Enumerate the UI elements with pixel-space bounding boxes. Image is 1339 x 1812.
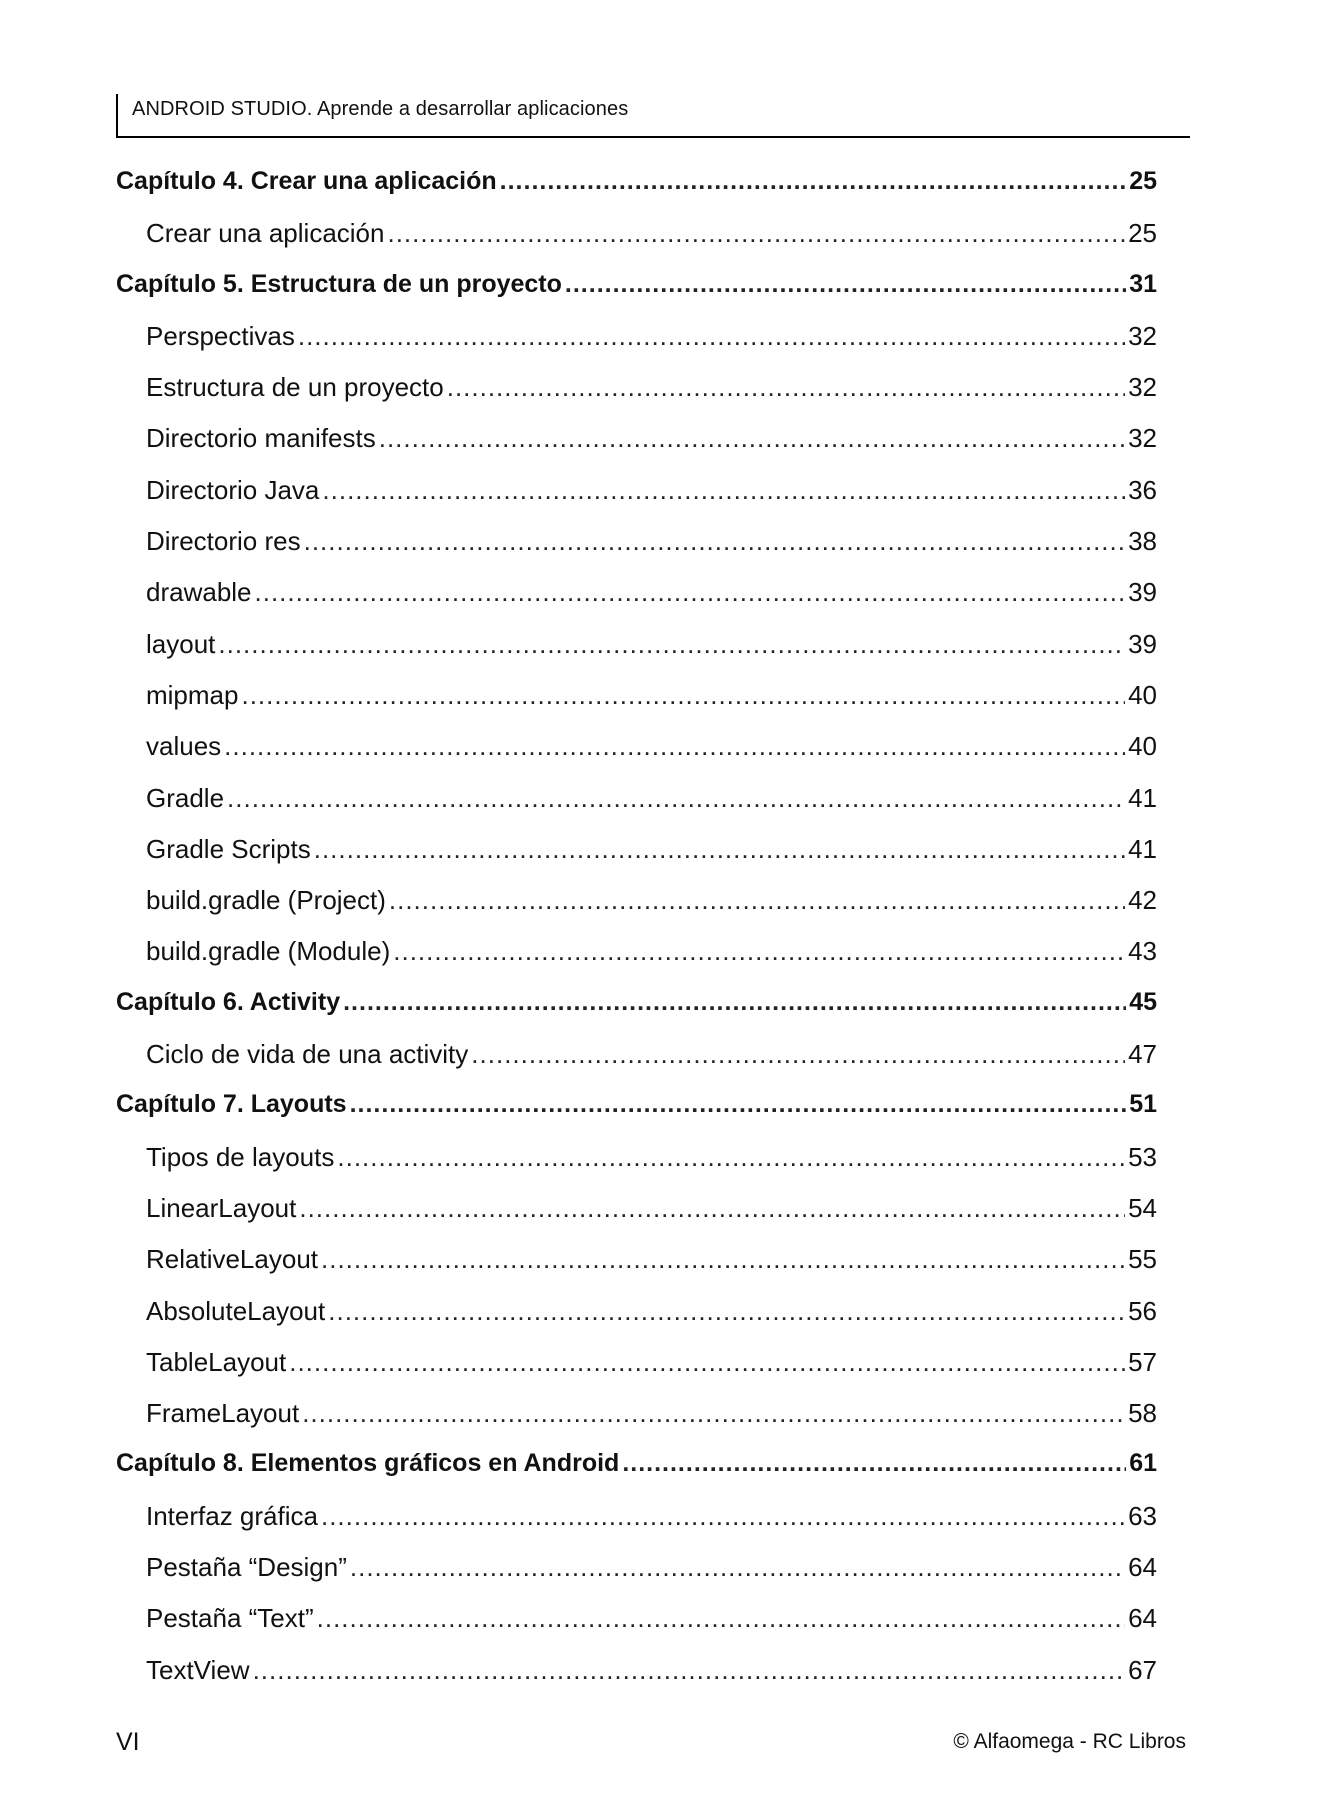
toc-entry-page: 32 [1128,372,1157,403]
toc-chapter-entry[interactable] [116,1090,1157,1141]
toc-dot-leader [393,936,1125,967]
toc-dot-leader [387,218,1125,249]
toc-section-entry[interactable] [116,1296,1157,1347]
toc-entry-page: 63 [1128,1500,1157,1531]
toc-entry-title: Crear una aplicación [146,218,385,249]
toc-section-entry[interactable] [116,1501,1157,1552]
toc-entry-page: 25 [1128,218,1157,249]
toc-dot-leader [565,270,1126,299]
toc-entry-page: 56 [1128,1295,1157,1326]
toc-entry-page: 43 [1128,936,1157,967]
toc-dot-leader [289,1347,1125,1378]
toc-section-entry[interactable] [116,1603,1157,1654]
toc-entry-page: 55 [1128,1244,1157,1275]
toc-section-entry[interactable] [116,731,1157,782]
toc-entry-title: LinearLayout [146,1192,297,1223]
toc-dot-leader [389,885,1125,916]
toc-entry-title: TableLayout [146,1346,287,1377]
toc-entry-page: 51 [1129,1090,1157,1119]
toc-dot-leader [302,1398,1125,1429]
toc-entry-title: build.gradle (Module) [146,936,391,967]
toc-section-entry[interactable] [116,936,1157,987]
toc-entry-title: Directorio manifests [146,423,376,454]
toc-entry-page: 40 [1128,731,1157,762]
toc-entry-page: 36 [1128,474,1157,505]
table-of-contents [116,167,1157,1706]
toc-dot-leader [255,577,1126,608]
toc-entry-title: mipmap [146,679,239,710]
toc-dot-leader [328,1296,1125,1327]
toc-dot-leader [317,1603,1125,1634]
toc-section-entry[interactable] [116,1142,1157,1193]
toc-dot-leader [500,167,1126,196]
toc-entry-page: 45 [1129,987,1157,1016]
toc-entry-page: 39 [1128,577,1157,608]
toc-dot-leader [224,731,1125,762]
toc-entry-page: 64 [1128,1552,1157,1583]
toc-section-entry[interactable] [116,423,1157,474]
toc-dot-leader [298,321,1125,352]
toc-section-entry[interactable] [116,680,1157,731]
toc-entry-page: 42 [1128,885,1157,916]
toc-section-entry[interactable] [116,1655,1157,1706]
toc-entry-title: build.gradle (Project) [146,885,386,916]
toc-entry-title: Ciclo de vida de una activity [146,1039,469,1070]
toc-entry-title: TextView [146,1654,250,1685]
toc-entry-title: Capítulo 6. Activity [116,987,341,1016]
toc-dot-leader [299,1193,1125,1224]
toc-section-entry[interactable] [116,218,1157,269]
toc-dot-leader [343,988,1126,1017]
toc-entry-title: RelativeLayout [146,1244,318,1275]
toc-section-entry[interactable] [116,1398,1157,1449]
toc-dot-leader [337,1142,1125,1173]
toc-dot-leader [314,834,1125,865]
toc-entry-title: Interfaz gráfica [146,1500,318,1531]
toc-entry-title: drawable [146,577,252,608]
toc-section-entry[interactable] [116,885,1157,936]
toc-entry-title: Estructura de un proyecto [146,372,444,403]
toc-entry-page: 58 [1128,1398,1157,1429]
toc-entry-title: Capítulo 8. Elementos gráficos en Android [116,1449,620,1478]
toc-chapter-entry[interactable] [116,988,1157,1039]
toc-dot-leader [322,475,1125,506]
toc-dot-leader [350,1552,1125,1583]
toc-entry-page: 32 [1128,320,1157,351]
toc-entry-title: values [146,731,222,762]
toc-dot-leader [304,526,1125,557]
toc-dot-leader [321,1244,1125,1275]
toc-section-entry[interactable] [116,1552,1157,1603]
toc-entry-title: Directorio res [146,526,301,557]
toc-entry-page: 64 [1128,1603,1157,1634]
toc-section-entry[interactable] [116,834,1157,885]
toc-section-entry[interactable] [116,321,1157,372]
toc-entry-title: Capítulo 5. Estructura de un proyecto [116,269,562,298]
toc-entry-title: Capítulo 4. Crear una aplicación [116,167,497,195]
toc-entry-page: 31 [1129,269,1157,298]
toc-entry-page: 40 [1128,679,1157,710]
toc-entry-title: Directorio Java [146,474,320,505]
toc-entry-title: Pestaña “Design” [146,1552,347,1583]
page-number: VI [116,1728,140,1756]
toc-dot-leader [379,423,1125,454]
toc-dot-leader [321,1501,1125,1532]
toc-entry-title: Gradle Scripts [146,833,311,864]
toc-dot-leader [227,783,1125,814]
toc-entry-title: Gradle [146,782,225,813]
toc-entry-page: 54 [1128,1192,1157,1223]
toc-entry-title: Perspectivas [146,320,295,351]
toc-entry-page: 38 [1128,526,1157,557]
toc-entry-title: FrameLayout [146,1398,300,1429]
toc-dot-leader [447,372,1125,403]
toc-dot-leader [218,629,1125,660]
toc-entry-page: 39 [1128,628,1157,659]
toc-entry-title: Pestaña “Text” [146,1603,314,1634]
toc-section-entry[interactable] [116,526,1157,577]
toc-entry-page: 47 [1128,1039,1157,1070]
toc-section-entry[interactable] [116,1039,1157,1090]
toc-entry-page: 41 [1128,833,1157,864]
running-header-title: ANDROID STUDIO. Aprende a desarrollar aplicaciones [132,98,629,120]
toc-dot-leader [471,1039,1125,1070]
toc-section-entry[interactable] [116,577,1157,628]
toc-section-entry[interactable] [116,372,1157,423]
toc-section-entry[interactable] [116,475,1157,526]
running-header [116,94,1190,138]
toc-entry-page: 32 [1128,423,1157,454]
toc-dot-leader [350,1090,1126,1119]
toc-chapter-entry[interactable] [116,1449,1157,1500]
toc-section-entry[interactable] [116,1347,1157,1398]
toc-section-entry[interactable] [116,1244,1157,1295]
toc-section-entry[interactable] [116,1193,1157,1244]
toc-entry-title: Capítulo 7. Layouts [116,1090,347,1119]
toc-entry-page: 61 [1129,1449,1157,1478]
publisher-credit: © Alfaomega - RC Libros [953,1730,1186,1753]
toc-entry-page: 67 [1128,1654,1157,1685]
toc-entry-page: 57 [1128,1346,1157,1377]
toc-entry-title: Tipos de layouts [146,1141,335,1172]
toc-entry-page: 41 [1128,782,1157,813]
toc-dot-leader [241,680,1125,711]
toc-chapter-entry[interactable] [116,270,1157,321]
toc-section-entry[interactable] [116,629,1157,680]
toc-entry-title: layout [146,628,216,659]
toc-dot-leader [253,1655,1126,1686]
toc-chapter-entry[interactable] [116,167,1157,218]
toc-section-entry[interactable] [116,783,1157,834]
toc-entry-page: 25 [1129,167,1157,195]
toc-entry-page: 53 [1128,1141,1157,1172]
toc-dot-leader [622,1449,1126,1478]
toc-entry-title: AbsoluteLayout [146,1295,326,1326]
